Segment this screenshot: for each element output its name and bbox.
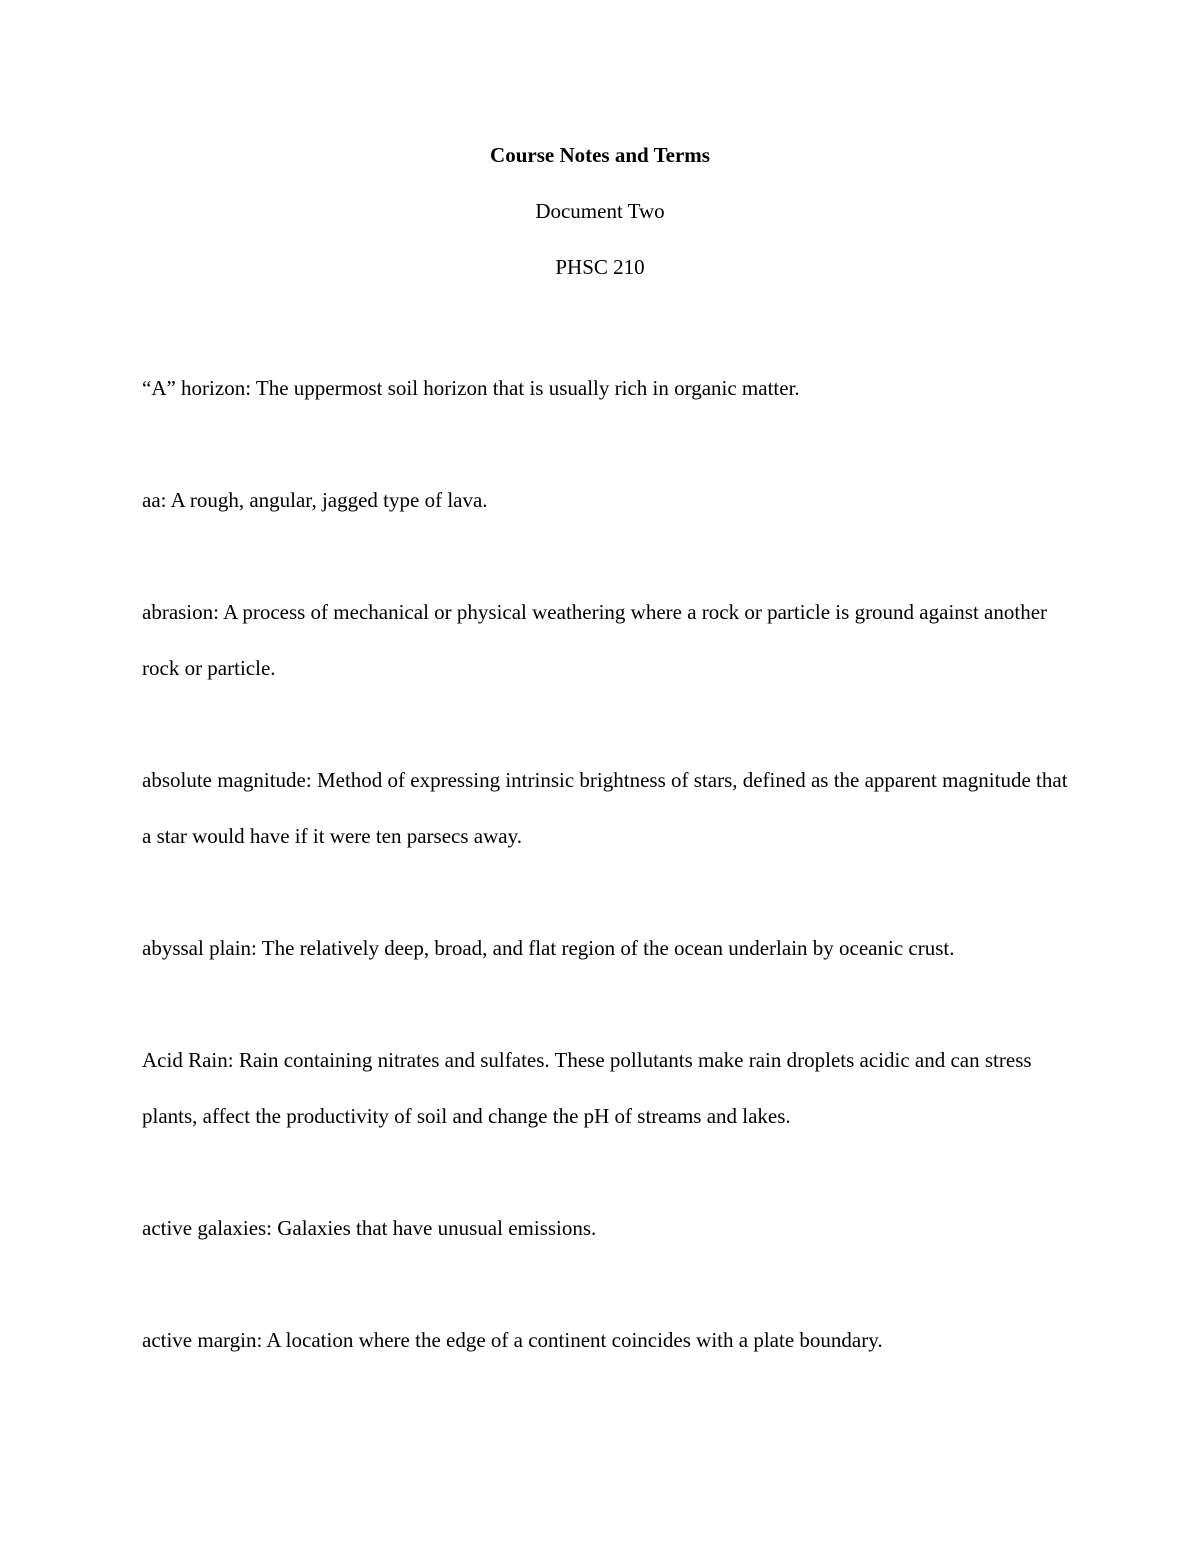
glossary-entry-active-margin: active margin: A location where the edge of a continent coincides with a plate boundary. (142, 1328, 883, 1352)
glossary-entry-abyssal-plain: abyssal plain: The relatively deep, broad, and flat region of the ocean underlain by oceanic crust. (142, 936, 955, 960)
glossary-entry-a-horizon: “A” horizon: The uppermost soil horizon that is usually rich in organic matter. (142, 376, 800, 400)
glossary-entry-aa: aa: A rough, angular, jagged type of lava. (142, 488, 488, 512)
document-subtitle: Document Two (535, 199, 665, 223)
glossary-entry-active-galaxies: active galaxies: Galaxies that have unusual emissions. (142, 1216, 597, 1240)
glossary-list (142, 360, 1072, 1368)
glossary-entry-abrasion: abrasion: A process of mechanical or physical weathering where a rock or particle is ground against another rock or particle. (142, 600, 1048, 680)
glossary-entry-absolute-magnitude: absolute magnitude: Method of expressing intrinsic brightness of stars, defined as the apparent magnitude that a star would have if it were ten parsecs away. (142, 768, 1068, 848)
course-code: PHSC 210 (555, 255, 645, 279)
document-title: Course Notes and Terms (490, 143, 710, 167)
glossary-entry-acid-rain: Acid Rain: Rain containing nitrates and sulfates. These pollutants make rain droplets acidic and can stress plants, affect the productivity of soil and change the pH of streams and lakes. (142, 1048, 1032, 1128)
